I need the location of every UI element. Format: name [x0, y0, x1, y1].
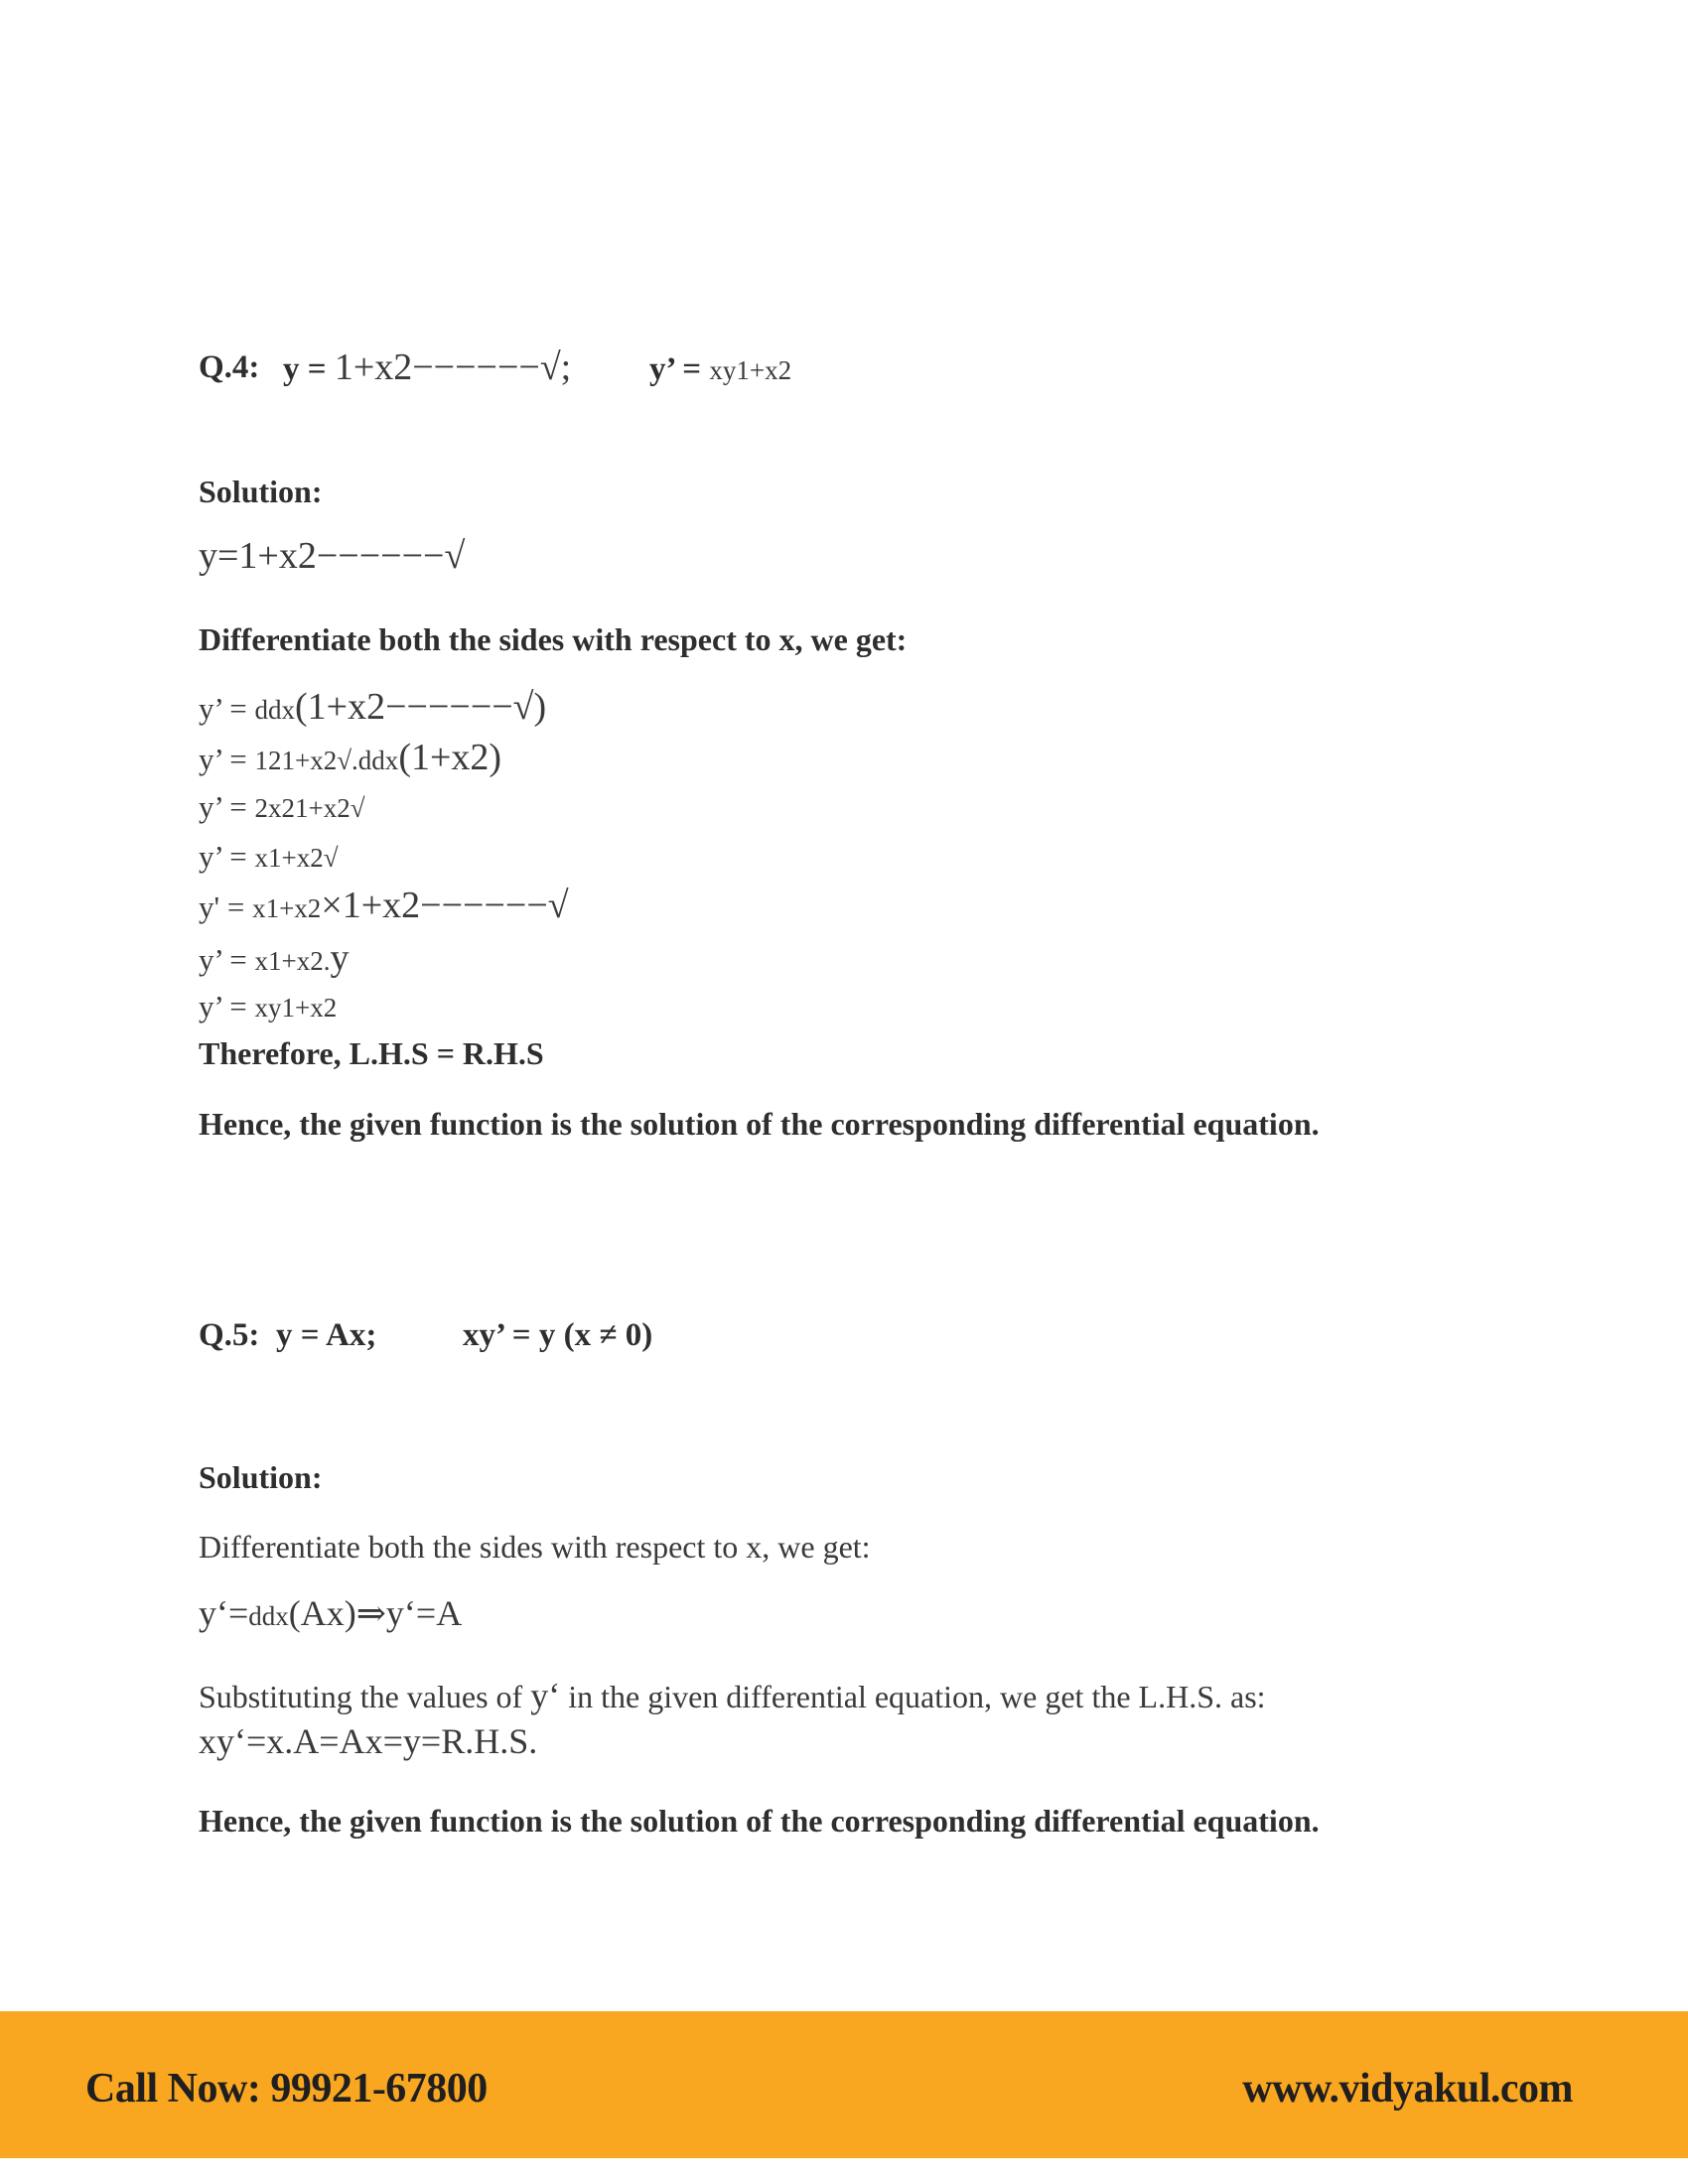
step-term: x1+x2√ [254, 843, 339, 873]
derivation-step [199, 936, 350, 980]
solution-5-instruction: Differentiate both the sides with respect to x, we get: [199, 1529, 871, 1565]
step-term: 2x21+x2√ [254, 793, 365, 823]
q4-lhs-body: 1+x2−−−−−−√; [334, 346, 572, 388]
solution-5-conclusion: Hence, the given function is the solution of the corresponding differential equation. [199, 1803, 1320, 1839]
solution-4-instruction: Differentiate both the sides with respect to x, we get: [199, 621, 908, 657]
subst-part: in the given differential equation, we get the L.H.S. as: [560, 1679, 1266, 1714]
footer-banner [0, 2011, 1688, 2158]
derivation-step [199, 736, 501, 779]
question-5-function: y = Ax; [276, 1317, 377, 1353]
subst-part: y‘ [530, 1676, 561, 1715]
deriv-part: y‘= [199, 1593, 249, 1633]
step-prefix: y’ = [199, 839, 255, 874]
step-term: (1+x2−−−−−−√) [295, 686, 547, 728]
question-5-equation: xy’ = y (x ≠ 0) [463, 1317, 653, 1353]
step-prefix: y’ = [199, 942, 255, 977]
step-prefix: y' = [199, 889, 253, 924]
q4-rhs-body: xy1+x2 [709, 355, 792, 385]
step-term: xy1+x2 [254, 993, 338, 1023]
step-prefix: y’ = [199, 789, 255, 824]
step-term: y [330, 937, 350, 979]
derivation-step [199, 789, 365, 825]
derivation-step [199, 685, 546, 729]
deriv-part: ddx [248, 1601, 289, 1631]
step-prefix: y’ = [199, 742, 255, 776]
footer-phone[interactable]: Call Now: 99921-67800 [85, 2066, 488, 2112]
step-term: ddx [254, 695, 296, 725]
step-term: x1+x2 [252, 893, 322, 923]
solution-4-therefore: Therefore, L.H.S = R.H.S [199, 1035, 544, 1071]
q4-rhs-prefix: y’ = [649, 351, 710, 387]
solution-4-heading: Solution: [199, 474, 323, 509]
step-prefix: y’ = [199, 989, 255, 1024]
derivation-step [199, 989, 337, 1024]
solution-4-conclusion: Hence, the given function is the solution of the corresponding differential equation. [199, 1106, 1320, 1142]
solution-5-derivative [199, 1592, 462, 1634]
question-4-equation [649, 351, 791, 388]
solution-4-given: y=1+x2−−−−−−√ [199, 535, 466, 577]
deriv-part: (Ax)⇒y‘=A [288, 1593, 463, 1633]
subst-part: Substituting the values of [199, 1679, 531, 1714]
step-term: (1+x2) [398, 737, 502, 778]
footer-website-link[interactable]: www.vidyakul.com [1242, 2066, 1573, 2112]
derivation-step [199, 839, 339, 875]
question-4-label: Q.4: [199, 349, 260, 385]
step-term: 121+x2√.ddx [254, 746, 399, 775]
step-prefix: y’ = [199, 691, 255, 726]
derivation-step [199, 884, 569, 927]
solution-5-heading: Solution: [199, 1459, 323, 1495]
solution-5-result: xy‘=x.A=Ax=y=R.H.S. [199, 1721, 538, 1761]
question-4-function [283, 345, 571, 389]
solution-5-substitution [199, 1675, 1266, 1716]
question-5-label: Q.5: [199, 1317, 260, 1353]
q4-lhs-prefix: y = [283, 351, 335, 387]
step-term: x1+x2. [254, 946, 331, 976]
step-term: ×1+x2−−−−−−√ [321, 885, 569, 926]
